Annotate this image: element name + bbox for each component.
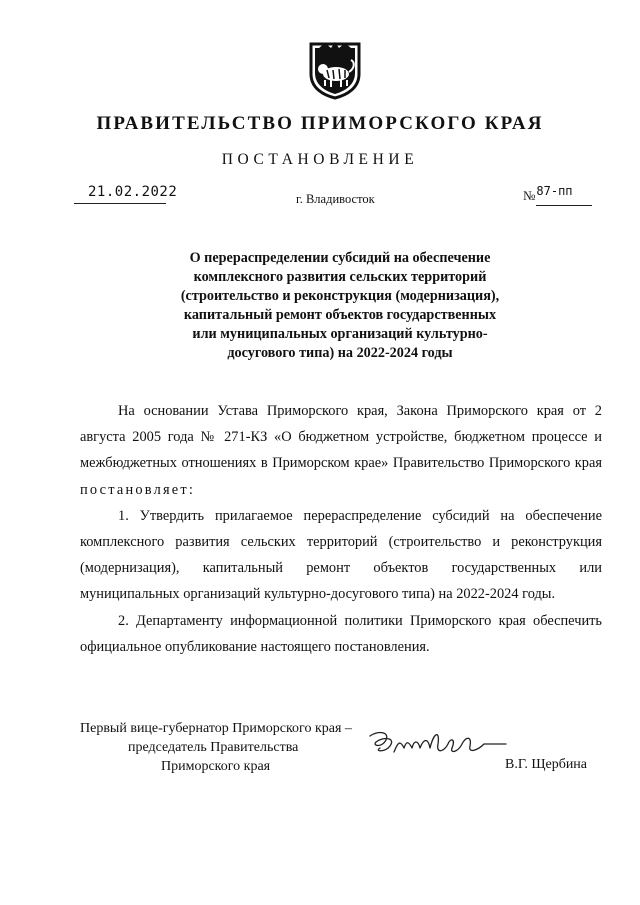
number-value: 87-пп	[536, 184, 573, 198]
position-line-1: Первый вице-губернатор Приморского края –	[80, 721, 352, 736]
paragraph-preamble	[80, 398, 602, 503]
title-line: О перераспределении субсидий на обеспечение	[189, 250, 491, 266]
position-line-2: председатель Правительства	[128, 740, 299, 755]
document-body	[80, 398, 602, 660]
number-sign: №	[523, 188, 536, 203]
organization-title: ПРАВИТЕЛЬСТВО ПРИМОРСКОГО КРАЯ	[96, 113, 544, 134]
document-title	[150, 249, 530, 363]
paragraph-item-2: 2. Департаменту информационной политики Приморского края обеспечить официальное опубликование настоящего постановления.	[80, 612, 602, 655]
signatory-position	[80, 719, 352, 776]
preamble-text: На основании Устава Приморского края, Закона Приморского края от 2 августа 2005 года № 271-КЗ «О бюджетном устройстве, бюджетном процессе и межбюджетных отношениях в Приморском крае» Правительство Приморского края	[80, 403, 602, 472]
document-city: г. Владивосток	[296, 192, 375, 206]
title-line: комплексного развития сельских территорий	[193, 269, 487, 285]
coat-of-arms-icon	[305, 40, 365, 100]
title-line: досугового типа) на 2022-2024 годы	[227, 345, 453, 361]
title-line: капитальный ремонт объектов государственных	[183, 307, 497, 323]
document-number	[523, 184, 573, 204]
resolves-word: постановляет:	[80, 481, 196, 498]
signatory-name: В.Г. Щербина	[505, 757, 588, 772]
document-date: 21.02.2022	[88, 184, 178, 200]
title-line: (строительство и реконструкция (модернизация),	[180, 288, 500, 304]
document-type: ПОСТАНОВЛЕНИЕ	[221, 151, 419, 168]
date-underline	[74, 203, 166, 204]
number-underline	[536, 205, 592, 206]
position-line-3: Приморского края	[161, 759, 271, 774]
handwritten-signature	[360, 722, 510, 772]
title-line: или муниципальных организаций культурно-	[192, 326, 488, 342]
paragraph-item-1: 1. Утвердить прилагаемое перераспределение субсидий на обеспечение комплексного развития сельских территорий (строительство и реконструкция (модернизация), капитальный ремонт объектов государственных или муниципальных организаций культурно-досугового типа) на 2022-2024 годы.	[80, 507, 602, 603]
